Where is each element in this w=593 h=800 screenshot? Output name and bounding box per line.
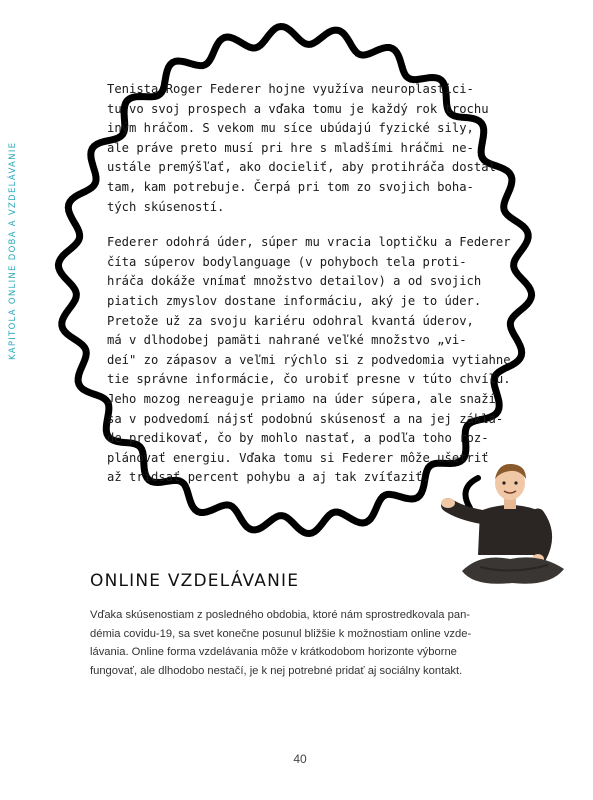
- text-line: hráča dokáže vnímať množstvo detailov) a od svojich: [107, 274, 482, 289]
- text-line: má v dlhodobej pamäti nahrané veľké množstvo „vi-: [107, 333, 467, 348]
- text-line: Pretože už za svoju kariéru odohral kvantá úderov,: [107, 313, 474, 328]
- text-line: ustále premýšľať, ako docieliť, aby protihráča dostal: [107, 160, 496, 175]
- bubble-text: [107, 80, 511, 504]
- text-line: sa v podvedomí nájsť podobnú skúsenosť a na jej zákla-: [107, 411, 504, 426]
- text-line: tie správne informácie, čo urobiť presne v túto chvíľu.: [107, 372, 511, 387]
- body-paragraph: [90, 606, 515, 680]
- text-line: de predikovať, čo by mohlo nastať, a podľa toho roz-: [107, 431, 489, 446]
- text-line: tam, kam potrebuje. Čerpá pri tom zo svojich boha-: [107, 179, 474, 194]
- text-line: Federer odohrá úder, súper mu vracia loptičku a Federer: [107, 235, 511, 250]
- text-line: až tridsať percent pohybu a aj tak zvíťaziť.: [107, 470, 430, 485]
- text-line: plánovať energiu. Vďaka tomu si Federer môže ušetriť: [107, 450, 489, 465]
- text-line: Tenista Roger Federer hojne využíva neuroplastici-: [107, 82, 474, 96]
- text-line: tu vo svoj prospech a vďaka tomu je každý rok trochu: [107, 101, 489, 116]
- text-line: ale práve preto musí pri hre s mladšími hráčmi ne-: [107, 140, 474, 155]
- text-line: deí" zo zápasov a veľmi rýchlo si z podvedomia vytiahne: [107, 352, 511, 367]
- text-line: Jeho mozog nereaguje priamo na úder súpera, ale snaží: [107, 391, 496, 406]
- text-line: Vďaka skúsenostiam z posledného obdobia, ktoré nám sprostredkovala pan-: [90, 609, 471, 621]
- text-line: tých skúseností.: [107, 199, 225, 214]
- bubble-paragraph: [107, 80, 507, 217]
- page-number: 40: [293, 752, 307, 766]
- text-line: piatich zmyslov dostane informáciu, aký je to úder.: [107, 293, 482, 308]
- section-heading: ONLINE VZDELÁVANIE: [90, 571, 300, 591]
- text-line: démia covidu-19, sa svet konečne posunul bližšie k možnostiam online vzde-: [90, 627, 472, 640]
- bubble-paragraph: [107, 233, 511, 488]
- text-line: lávania. Online forma vzdelávania môže v krátkodobom horizonte výborne: [90, 646, 457, 658]
- text-line: iným hráčom. S vekom mu síce ubúdajú fyzické sily,: [107, 121, 474, 136]
- chapter-side-label: KAPITOLA ONLINE DOBA A VZDELÁVANIE: [8, 141, 18, 360]
- sitting-man-illustration: [440, 455, 580, 595]
- text-line: fungovať, ale dlhodobo nestačí, je k nej potrebné pridať aj sociálny kontakt.: [90, 664, 463, 677]
- text-line: číta súperov bodylanguage (v pohyboch tela proti-: [107, 254, 467, 269]
